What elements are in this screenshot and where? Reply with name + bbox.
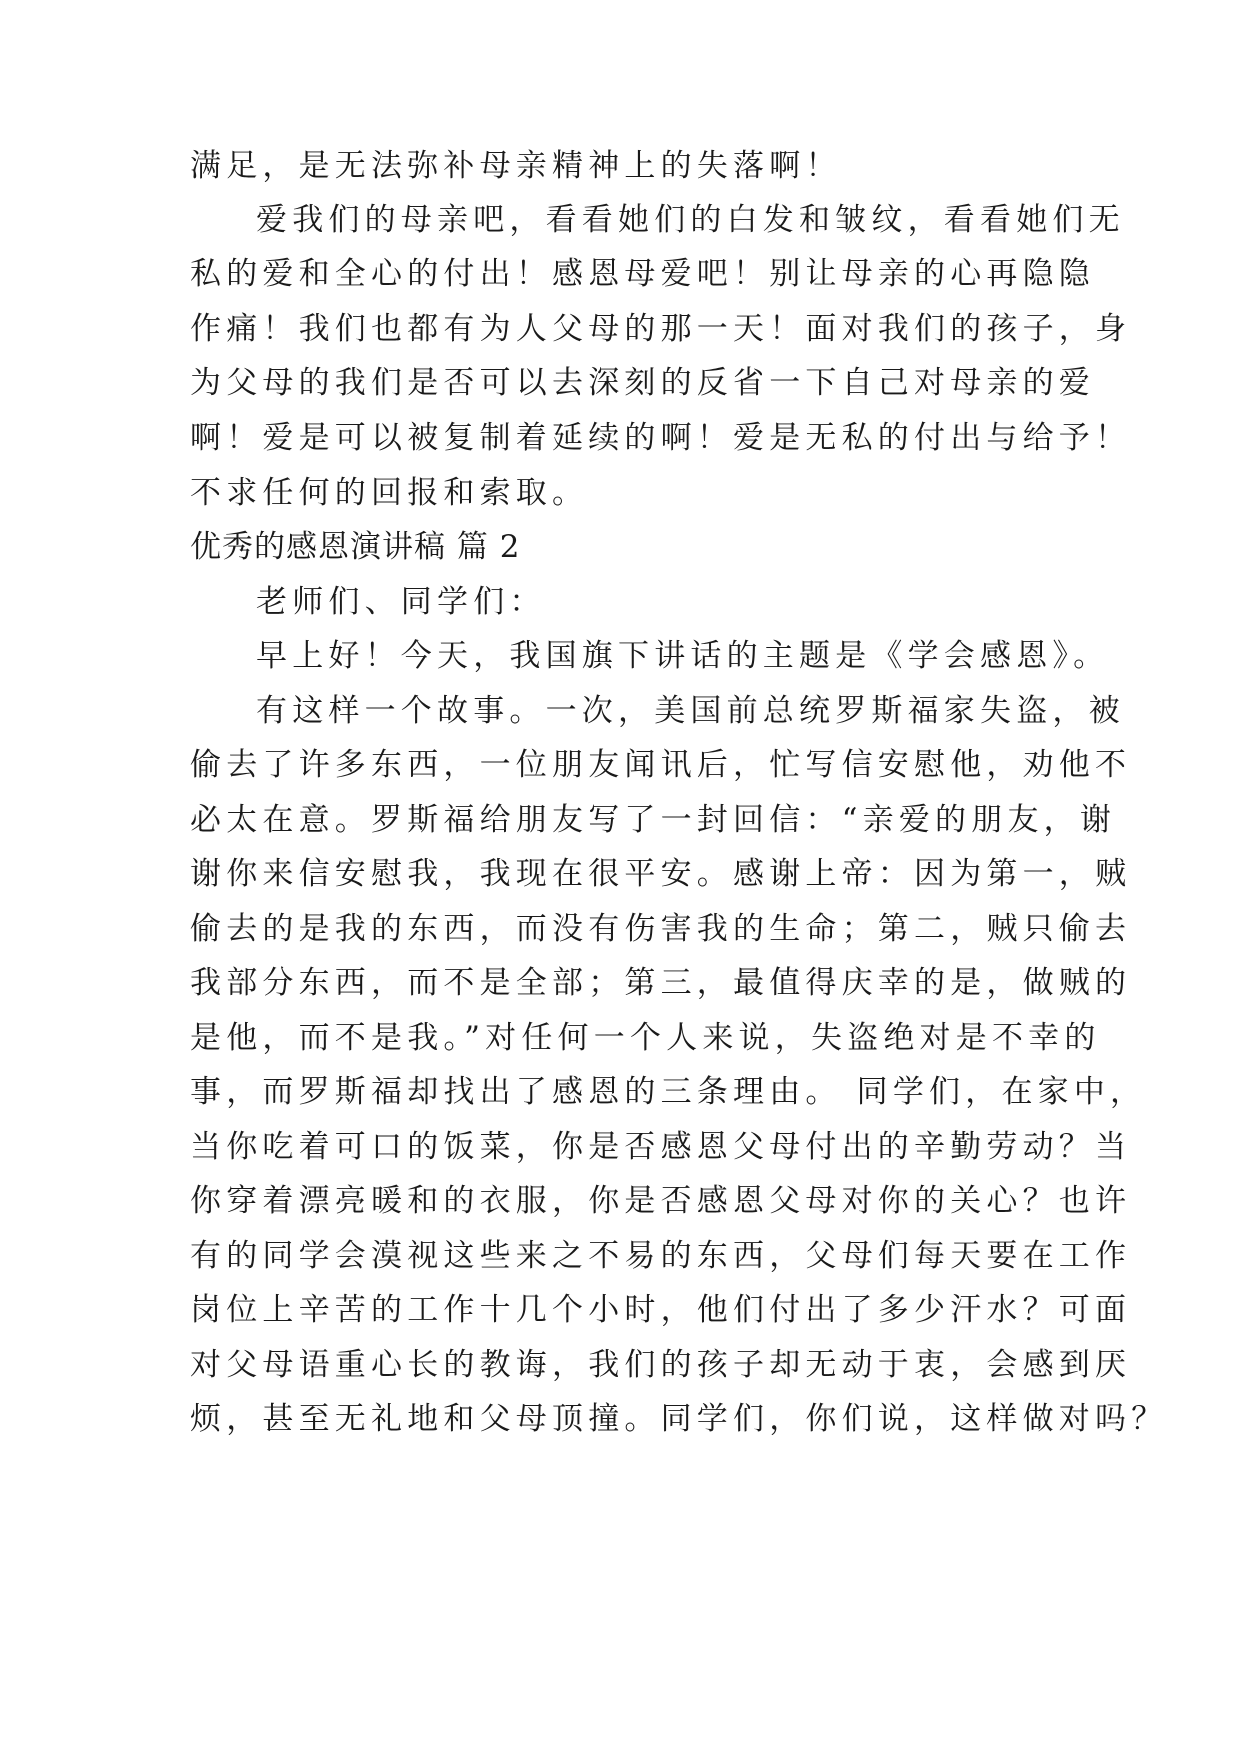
paragraph-line: 满足，是无法弥补母亲精神上的失落啊！ [190, 148, 842, 184]
paragraph-line: 爱我们的母亲吧，看看她们的白发和皱纹，看看她们无 [256, 202, 1125, 238]
paragraph-line: 是他，而不是我。”对任何一个人来说，失盗绝对是不幸的 [190, 1020, 1101, 1056]
paragraph-line: 我部分东西，而不是全部；第三，最值得庆幸的是，做贼的 [190, 965, 1132, 1001]
paragraph-line: 事，而罗斯福却找出了感恩的三条理由。 同学们，在家中， [190, 1074, 1147, 1110]
paragraph-line: 必太在意。罗斯福给朋友写了一封回信：“亲爱的朋友，谢 [190, 802, 1117, 838]
paragraph-line: 偷去了许多东西，一位朋友闻讯后，忙写信安慰他，劝他不 [190, 747, 1132, 783]
paragraph-line: 你穿着漂亮暖和的衣服，你是否感恩父母对你的关心？也许 [190, 1183, 1132, 1219]
paragraph-line: 当你吃着可口的饭菜，你是否感恩父母付出的辛勤劳动？当 [190, 1129, 1132, 1165]
paragraph-line: 烦，甚至无礼地和父母顶撞。同学们，你们说，这样做对吗？ [190, 1401, 1168, 1437]
paragraph-line: 作痛！我们也都有为人父母的那一天！面对我们的孩子，身 [190, 311, 1132, 347]
paragraph-line: 偷去的是我的东西，而没有伤害我的生命；第二，贼只偷去 [190, 911, 1132, 947]
intro-line: 早上好！今天，我国旗下讲话的主题是《学会感恩》。 [256, 638, 1110, 674]
paragraph-line: 有的同学会漠视这些来之不易的东西，父母们每天要在工作 [190, 1238, 1132, 1274]
paragraph-line: 对父母语重心长的教诲，我们的孩子却无动于衷，会感到厌 [190, 1347, 1132, 1383]
greeting: 老师们、同学们： [256, 584, 546, 620]
paragraph-line: 不求任何的回报和索取。 [190, 475, 589, 511]
paragraph-line: 岗位上辛苦的工作十几个小时，他们付出了多少汗水？可面 [190, 1292, 1132, 1328]
paragraph-line: 为父母的我们是否可以去深刻的反省一下自己对母亲的爱 [190, 365, 1095, 401]
paragraph-line: 啊！爱是可以被复制着延续的啊！爱是无私的付出与给予！ [190, 420, 1132, 456]
section-heading: 优秀的感恩演讲稿 篇 2 [190, 529, 521, 565]
paragraph-line: 有这样一个故事。一次，美国前总统罗斯福家失盗，被 [256, 693, 1125, 729]
paragraph-line: 私的爱和全心的付出！感恩母爱吧！别让母亲的心再隐隐 [190, 256, 1095, 292]
paragraph-line: 谢你来信安慰我，我现在很平安。感谢上帝：因为第一，贼 [190, 856, 1132, 892]
